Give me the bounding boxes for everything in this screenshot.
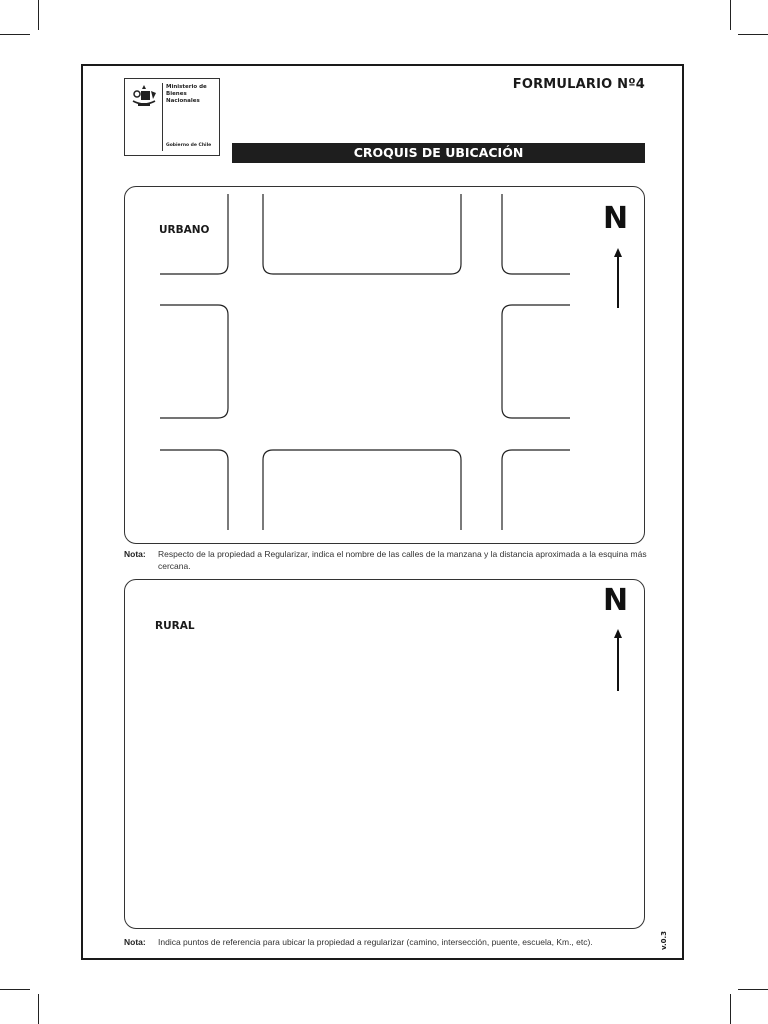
section-title: CROQUIS DE UBICACIÓN xyxy=(232,143,645,163)
north-arrow-icon xyxy=(612,629,624,691)
north-arrow-icon xyxy=(612,248,624,308)
version-label: v.0.3 xyxy=(660,930,668,950)
government-name: Gobierno de Chile xyxy=(166,143,212,148)
rural-note-text: Indica puntos de referencia para ubicar la propiedad a regularizar (camino, intersección, puente, escuela, Km., etc). xyxy=(158,937,593,947)
urban-note-text: Respecto de la propiedad a Regularizar, indica el nombre de las calles de la manzana y la distancia aproximada a la esquina más cercana. xyxy=(158,549,647,571)
ministry-name: Ministerio de Bienes Nacionales xyxy=(166,84,207,104)
rural-note-label: Nota: xyxy=(124,937,146,947)
form-title: FORMULARIO Nº4 xyxy=(512,77,645,92)
rural-north-label: N xyxy=(603,583,629,618)
rural-label: RURAL xyxy=(155,620,195,632)
urban-label: URBANO xyxy=(159,224,210,236)
urban-note-label: Nota: xyxy=(124,549,146,559)
rural-sketch-area[interactable] xyxy=(124,579,645,929)
urban-north-label: N xyxy=(603,201,629,236)
